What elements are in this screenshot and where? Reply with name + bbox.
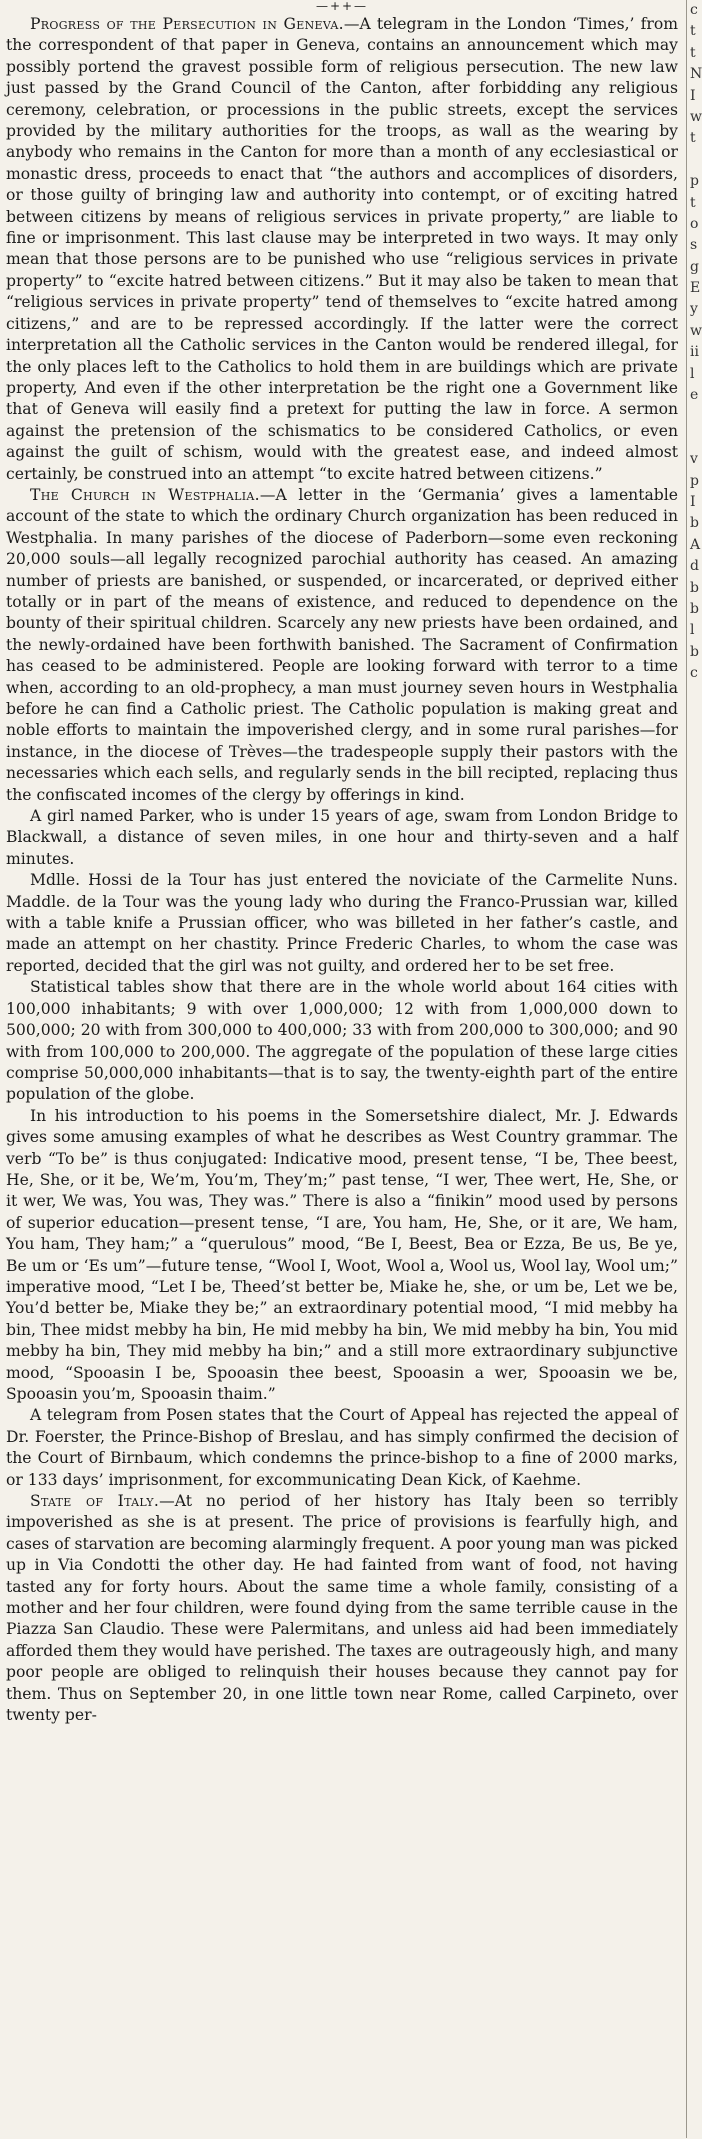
edge-letter [690,1604,700,1625]
edge-letter [690,1283,700,1304]
edge-letter: b [690,515,699,532]
edge-letter [690,1219,700,1240]
edge-letter [690,1091,700,1112]
edge-letter: b [690,579,699,596]
edge-letter [690,770,700,791]
edge-letter: l [690,365,695,382]
edge-letter [690,706,700,727]
article-westphalia [6,485,678,806]
edge-letter [690,1519,700,1540]
edge-letter [690,791,700,812]
edge-letter: l [690,622,695,639]
article-body: —At no period of her history has Italy been so terribly impoverished as she is at present. The price of provisions is fearfully high, and cases of starvation are becoming alarmingly frequent. A poor young man was picked up in Via Condotti the other day. He had fainted from want of food, not having tasted any for forty hours. About the same time a whole family, consisting of a mother and her four children, were found dying from the same terrible cause in the Piazza San Claudio. These were Palermitans, and unless aid had been immediately afforded them they would have perished. The taxes are outrageously high, and many poor people are obliged to relinquish their houses because they cannot pay for them. Thus on September 20, in one little town near Rome, called Carpineto, over twenty per- [6,1492,678,1725]
edge-letter [690,1134,700,1155]
edge-letter [690,1476,700,1497]
edge-letter [690,1733,700,1754]
edge-letter [690,1305,700,1326]
edge-letter [690,1818,700,1839]
edge-letter: e [690,387,699,404]
edge-letter: y [690,301,698,318]
edge-letter [690,877,700,898]
edge-letter [690,1882,700,1903]
edge-letter [690,2118,700,2139]
edge-letter [690,963,700,984]
edge-letter [690,685,700,706]
edge-letter [690,1176,700,1197]
edge-letter [690,2075,700,2096]
edge-letter [690,1241,700,1262]
edge-letter [690,898,700,919]
edge-letter [690,1947,700,1968]
edge-letter [690,1326,700,1347]
edge-letter: w [690,322,702,339]
edge-letter [690,1626,700,1647]
edge-letter [690,1711,700,1732]
edge-letter: p [690,173,699,190]
edge-letter: p [690,472,699,489]
edge-letter [690,1797,700,1818]
edge-letter [690,1112,700,1133]
edge-letter [690,1904,700,1925]
edge-letter [690,1369,700,1390]
adjacent-column-fragment [690,0,700,2139]
edge-letter: t [690,130,696,147]
article-statistics [6,977,678,1105]
edge-letter: t [690,23,696,40]
edge-letter: b [690,600,699,617]
edge-letter: v [690,451,698,468]
edge-letter [690,749,700,770]
edge-letter: c [690,2,698,18]
edge-letter: c [690,665,698,682]
article-heading: The Church in Westphalia. [30,485,260,504]
edge-letter [690,1668,700,1689]
article-body: —A telegram in the London ‘Times,’ from the correspondent of that paper in Geneva, contains an announcement which may possibly portend the gravest possible form of religious persecution. The new law just passed by the Grand Council of the Canton, after forbidding any religious ceremony, celebration, or processions in the public streets, except the services provided by the military authorities for the troops, as wall as the wearing by anybody who remains in the Canton for more than a month of any ecclesiastical or monastic dress, proceeds to enact that “the authors and accomplices of disorders, or those guilty of bringing law and authority into contempt, or of exciting hatred between citizens by means of religious services in private property,” are liable to fine or imprisonment. This last clause may be interpreted in two ways. It may only mean that those persons are to be punished who use “religious services in private property” to “excite hatred between citizens.” But it may also be taken to mean that “religious services in private property” tend of themselves to “excite hatred among citizens,” and are to be repressed accordingly. If the latter were the correct interpretation all the Catholic services in the Canton would be rendered illegal, for the only places left to the Catholics to hold them in are buildings which are private property, And even if the other interpretation be the right one a Government like that of Geneva will easily find a pretext for putting the law in force. A sermon against the pretension of the schismatics to be considered Catholics, or even against the guilt of schism, would with the greatest ease, and indeed almost certainly, be construed into an attempt “to excite hatred between citizens.” [6,15,678,483]
edge-letter [690,1390,700,1411]
article-italy [6,1491,678,1726]
edge-letter [690,813,700,834]
edge-letter: d [690,558,699,575]
edge-letter: ii [690,344,699,361]
edge-letter: o [690,215,699,232]
edge-letter [690,1989,700,2010]
edge-letter [690,1775,700,1796]
edge-letter: b [690,643,699,660]
edge-letter: t [690,44,696,61]
edge-letter [690,1562,700,1583]
edge-letter [690,2054,700,2075]
edge-letter [690,428,700,449]
edge-letter [690,1840,700,1861]
article-geneva [6,14,678,485]
section-rule: —++— [315,0,369,13]
edge-letter [690,1027,700,1048]
edge-letter [690,856,700,877]
edge-letter [690,1005,700,1026]
article-body: In his introduction to his poems in the Somersetshire dialect, Mr. J. Edwards gives some amusing examples of what he describes as West Country grammar. The verb “To be” is thus conjugated: Indicative mood, present tense, “I be, Thee beest, He, She, or it be, We’m, You’m, They’m;” past tense, “I wer, Thee wert, He, She, or it wer, We was, You was, They was.” There is also a “finikin” mood used by persons of superior education—present tense, “I are, You ham, He, She, or it are, We ham, You ham, They ham;” a “querulous” mood, “Be I, Beest, Bea or Ezza, Be us, Be ye, Be um or ‘Es um”—future tense, “Wool I, Woot, Wool a, Wool us, Wool lay, Wool um;” imperative mood, “Let I be, Theed’st better be, Miake he, she, or um be, Let we be, You’d better be, Miake they be;” an extraordinary potential mood, “I mid mebby ha bin, Thee midst mebby ha bin, He mid mebby ha bin, We mid mebby ha bin, You mid mebby ha bin, They mid mebby ha bin;” and a still more extraordinary subjunctive mood, “Spooasin I be, Spooasin thee beest, Spooasin a wer, Spooasin we be, Spooasin you’m, Spooasin thaim.” [6,1106,678,1403]
article-carmelite [6,870,678,977]
edge-letter [690,920,700,941]
edge-letter [690,150,700,171]
edge-letter [690,1455,700,1476]
article-body: A telegram from Posen states that the Court of Appeal has rejected the appeal of Dr. Foerster, the Prince-Bishop of Breslau, and has simply confirmed the decision of the Court of Birnbaum, which condemns the prince-bishop to a fine of 2000 marks, or 133 days’ imprisonment, for excommunicating Dean Kick, of Kaehme. [6,1406,678,1489]
edge-letter [690,1070,700,1091]
column-divider [686,0,687,2138]
edge-letter [690,1754,700,1775]
article-body: Mdlle. Hossi de la Tour has just entered the noviciate of the Carmelite Nuns. Maddle. de la Tour was the young lady who during the Franco-Prussian war, killed with a table knife a Prussian officer, who was billeted in her father’s castle, and made an attempt on her chastity. Prince Frederic Charles, to whom the case was reported, decided that the girl was not guilty, and ordered her to be set free. [6,871,678,975]
edge-letter [690,1861,700,1882]
article-body: A girl named Parker, who is under 15 years of age, swam from London Bridge to Blackwall, a distance of seven miles, in one hour and thirty-seven and a half minutes. [6,807,678,868]
edge-letter [690,1198,700,1219]
edge-letter [690,1412,700,1433]
edge-letter: A [690,536,701,553]
article-heading: State of Italy. [30,1492,160,1511]
edge-letter [690,1048,700,1069]
edge-letter: E [690,280,701,297]
edge-letter [690,406,700,427]
edge-letter [690,1583,700,1604]
edge-letter: t [690,194,696,211]
edge-letter: g [690,258,699,275]
edge-letter [690,1433,700,1454]
edge-letter: I [690,493,696,510]
edge-letter [690,2032,700,2053]
edge-letter [690,941,700,962]
edge-letter [690,1968,700,1989]
edge-letter [690,1497,700,1518]
edge-letter: s [690,237,698,254]
edge-letter [690,1155,700,1176]
edge-letter [690,984,700,1005]
edge-letter [690,2096,700,2117]
edge-letter [690,1690,700,1711]
article-posen [6,1405,678,1491]
edge-letter [690,1647,700,1668]
edge-letter [690,1540,700,1561]
edge-letter [690,1348,700,1369]
edge-letter: w [690,108,702,125]
edge-letter [690,1262,700,1283]
edge-letter [690,2011,700,2032]
edge-letter: I [690,87,696,104]
edge-letter [690,1925,700,1946]
article-body: —A letter in the ‘Germania’ gives a lamentable account of the state to which the ordinary Church organization has been reduced in Westphalia. In many parishes of the diocese of Paderborn—some even reckoning 20,000 souls—all legally recognized parochial authority has ceased. An amazing number of priests are banished, or suspended, or incarcerated, or deprived either totally or in part of the means of existence, and reduced to dependence on the bounty of their spiritual children. Scarcely any new priests have been ordained, and the newly-ordained have been forthwith banished. The Sacrament of Confirmation has ceased to be administered. People are looking forward with terror to a time when, according to an old-prophecy, a man must journey seven hours in Westphalia before he can find a Catholic priest. The Catholic population is making great and noble efforts to maintain the impoverished clergy, and in some rural parishes—for instance, in the diocese of Trèves—the tradespeople supply their pastors with the necessaries which each sells, and regularly sends in the bill recipted, replacing thus the confiscated incomes of the clergy by offerings in kind. [6,485,678,804]
edge-letter: N [690,66,702,83]
article-swimmer [6,806,678,870]
article-somerset-dialect [6,1106,678,1406]
article-body: Statistical tables show that there are in the whole world about 164 cities with 100,000 inhabitants; 9 with over 1,000,000; 12 with from 1,000,000 down to 500,000; 20 with from 300,000 to 400,000; 33 with from 200,000 to 300,000; and 90 with from 100,000 to 200,000. The aggregate of the population of these large cities comprise 50,000,000 inhabitants—that is to say, the twenty-eighth part of the entire population of the globe. [6,978,678,1104]
article-column [6,0,678,1727]
edge-letter [690,727,700,748]
edge-letter [690,834,700,855]
article-heading: Progress of the Persecution in Geneva. [30,15,344,33]
